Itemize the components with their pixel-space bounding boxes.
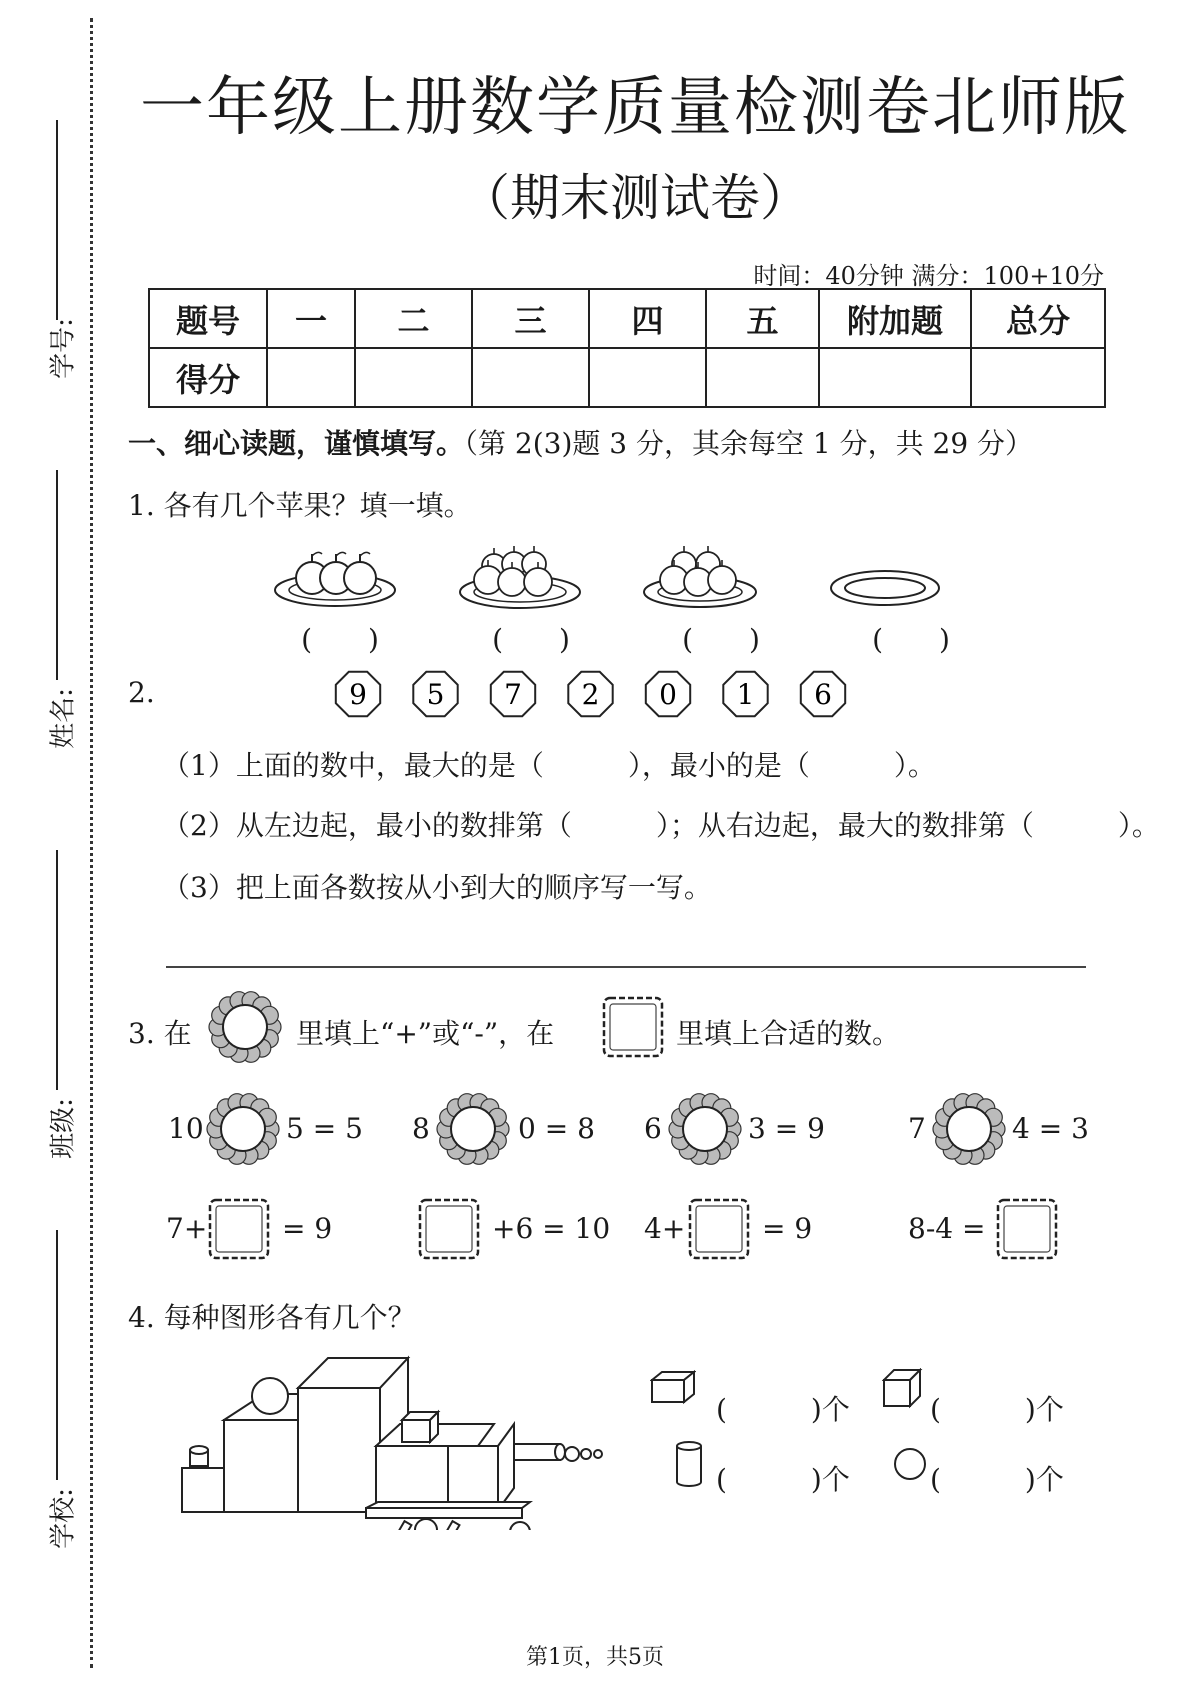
q3-eq7-left: 4+ [644, 1212, 686, 1245]
q2-number: 2. [128, 676, 155, 709]
header-cell: 总分 [971, 289, 1105, 348]
q4-answer-cube[interactable]: ( )个 [930, 1393, 1064, 1426]
q2-sub3: （3）把上面各数按从小到大的顺序写一写。 [162, 871, 712, 904]
digit-label: 9 [349, 678, 367, 711]
empty-plate-icon [831, 571, 939, 605]
score-cell[interactable] [819, 348, 971, 407]
operator-flower-blank[interactable] [436, 1092, 510, 1166]
q3-suffix: 里填上合适的数。 [676, 1017, 901, 1050]
name-label: 姓名: [48, 688, 79, 749]
time-info: 时间：40分钟 满分：100+10分 [753, 262, 1104, 290]
page-title: 一年级上册数学质量检测卷北师版 [140, 71, 1130, 145]
header-cell: 附加题 [819, 289, 971, 348]
number-square-blank[interactable] [416, 1196, 482, 1262]
q2-sub1: （1）上面的数中，最大的是（ ），最小的是（ ）。 [162, 749, 936, 782]
score-table [148, 288, 1106, 408]
q3-eq8-left: 8-4 = [908, 1212, 986, 1245]
header-cell: 题号 [149, 289, 267, 348]
plate-with-apples-icon [644, 546, 756, 607]
class-label: 班级: [48, 1098, 79, 1159]
header-cell: 二 [355, 289, 472, 348]
student-id-line[interactable] [56, 120, 58, 320]
binding-dotted-line [90, 18, 93, 1668]
q3-prefix: 3. 在 [128, 1017, 192, 1050]
score-cell[interactable] [472, 348, 589, 407]
q1-prompt: 1. 各有几个苹果？填一填。 [128, 489, 472, 522]
q3-eq1-left: 10 [168, 1112, 204, 1145]
operator-flower-blank[interactable] [932, 1092, 1006, 1166]
school-label: 学校: [48, 1488, 79, 1549]
q3-eq3-left: 6 [644, 1112, 662, 1145]
q2-answer-line[interactable] [166, 966, 1086, 968]
score-table-header-row [149, 289, 1105, 348]
score-table-score-row [149, 348, 1105, 407]
q4-answer-sphere[interactable]: ( )个 [930, 1463, 1064, 1496]
q2-sub2: （2）从左边起，最小的数排第（ ）；从右边起，最大的数排第（ ）。 [162, 809, 1160, 842]
operator-flower-blank[interactable] [206, 1092, 280, 1166]
q2-digit-octagons [330, 664, 890, 724]
page-subtitle: （期末测试卷） [460, 169, 810, 227]
school-line[interactable] [56, 1230, 58, 1480]
digit-label: 5 [426, 678, 445, 711]
score-cell[interactable] [706, 348, 819, 407]
plate-with-apples-icon [460, 546, 580, 608]
q4-prompt: 4. 每种图形各有几个？ [128, 1301, 416, 1334]
digit-label: 2 [581, 678, 600, 711]
section1-heading-line [128, 422, 1033, 462]
shapes-train-figure [178, 1350, 638, 1530]
name-line[interactable] [56, 470, 58, 680]
digit-label: 1 [736, 678, 755, 711]
score-row-label: 得分 [149, 348, 267, 407]
operator-flower-blank[interactable] [668, 1092, 742, 1166]
header-cell: 五 [706, 289, 819, 348]
student-id-label: 学号: [48, 318, 79, 379]
q1-blank[interactable]: ( ) [872, 623, 950, 656]
decorative-square-icon [600, 994, 666, 1060]
number-square-blank[interactable] [686, 1196, 752, 1262]
q3-eq3-right: 3 = 9 [748, 1112, 825, 1145]
q1-blank[interactable]: ( ) [301, 623, 379, 656]
q1-blank[interactable]: ( ) [682, 623, 760, 656]
q3-eq1-right: 5 = 5 [286, 1112, 363, 1145]
number-square-blank[interactable] [994, 1196, 1060, 1262]
score-cell[interactable] [971, 348, 1105, 407]
page-number: 第1页，共5页 [526, 1645, 664, 1670]
q3-eq4-left: 7 [908, 1112, 926, 1145]
q1-plates-figure [270, 540, 990, 620]
q3-eq7-right: = 9 [762, 1212, 813, 1245]
section1-note: （第 2(3)题 3 分，其余每空 1 分，共 29 分） [464, 427, 1034, 460]
q3-eq2-right: 0 = 8 [518, 1112, 595, 1145]
score-cell[interactable] [267, 348, 355, 407]
score-cell[interactable] [589, 348, 706, 407]
q4-answer-cuboid[interactable]: ( )个 [716, 1393, 850, 1426]
q3-eq5-left: 7+ [166, 1212, 208, 1245]
cuboid-icon [650, 1368, 696, 1408]
plate-with-apples-icon [275, 552, 395, 606]
digit-label: 0 [659, 678, 677, 711]
q1-blank[interactable]: ( ) [492, 623, 570, 656]
cube-icon [882, 1368, 924, 1410]
q4-answer-cylinder[interactable]: ( )个 [716, 1463, 850, 1496]
sphere-icon [892, 1446, 928, 1482]
score-cell[interactable] [355, 348, 472, 407]
digit-label: 7 [504, 678, 522, 711]
number-square-blank[interactable] [206, 1196, 272, 1262]
header-cell: 四 [589, 289, 706, 348]
q3-eq4-right: 4 = 3 [1012, 1112, 1089, 1145]
q3-mid: 里填上“+”或“-”，在 [296, 1017, 555, 1050]
q3-eq2-left: 8 [412, 1112, 430, 1145]
q3-eq5-right: = 9 [282, 1212, 333, 1245]
section1-heading: 一、细心读题，谨慎填写。 [128, 427, 465, 460]
header-cell: 一 [267, 289, 355, 348]
flower-circle-icon [208, 990, 282, 1064]
cylinder-icon [674, 1440, 704, 1488]
class-line[interactable] [56, 850, 58, 1090]
header-cell: 三 [472, 289, 589, 348]
q3-eq6-right: +6 = 10 [492, 1212, 611, 1245]
digit-label: 6 [814, 678, 832, 711]
